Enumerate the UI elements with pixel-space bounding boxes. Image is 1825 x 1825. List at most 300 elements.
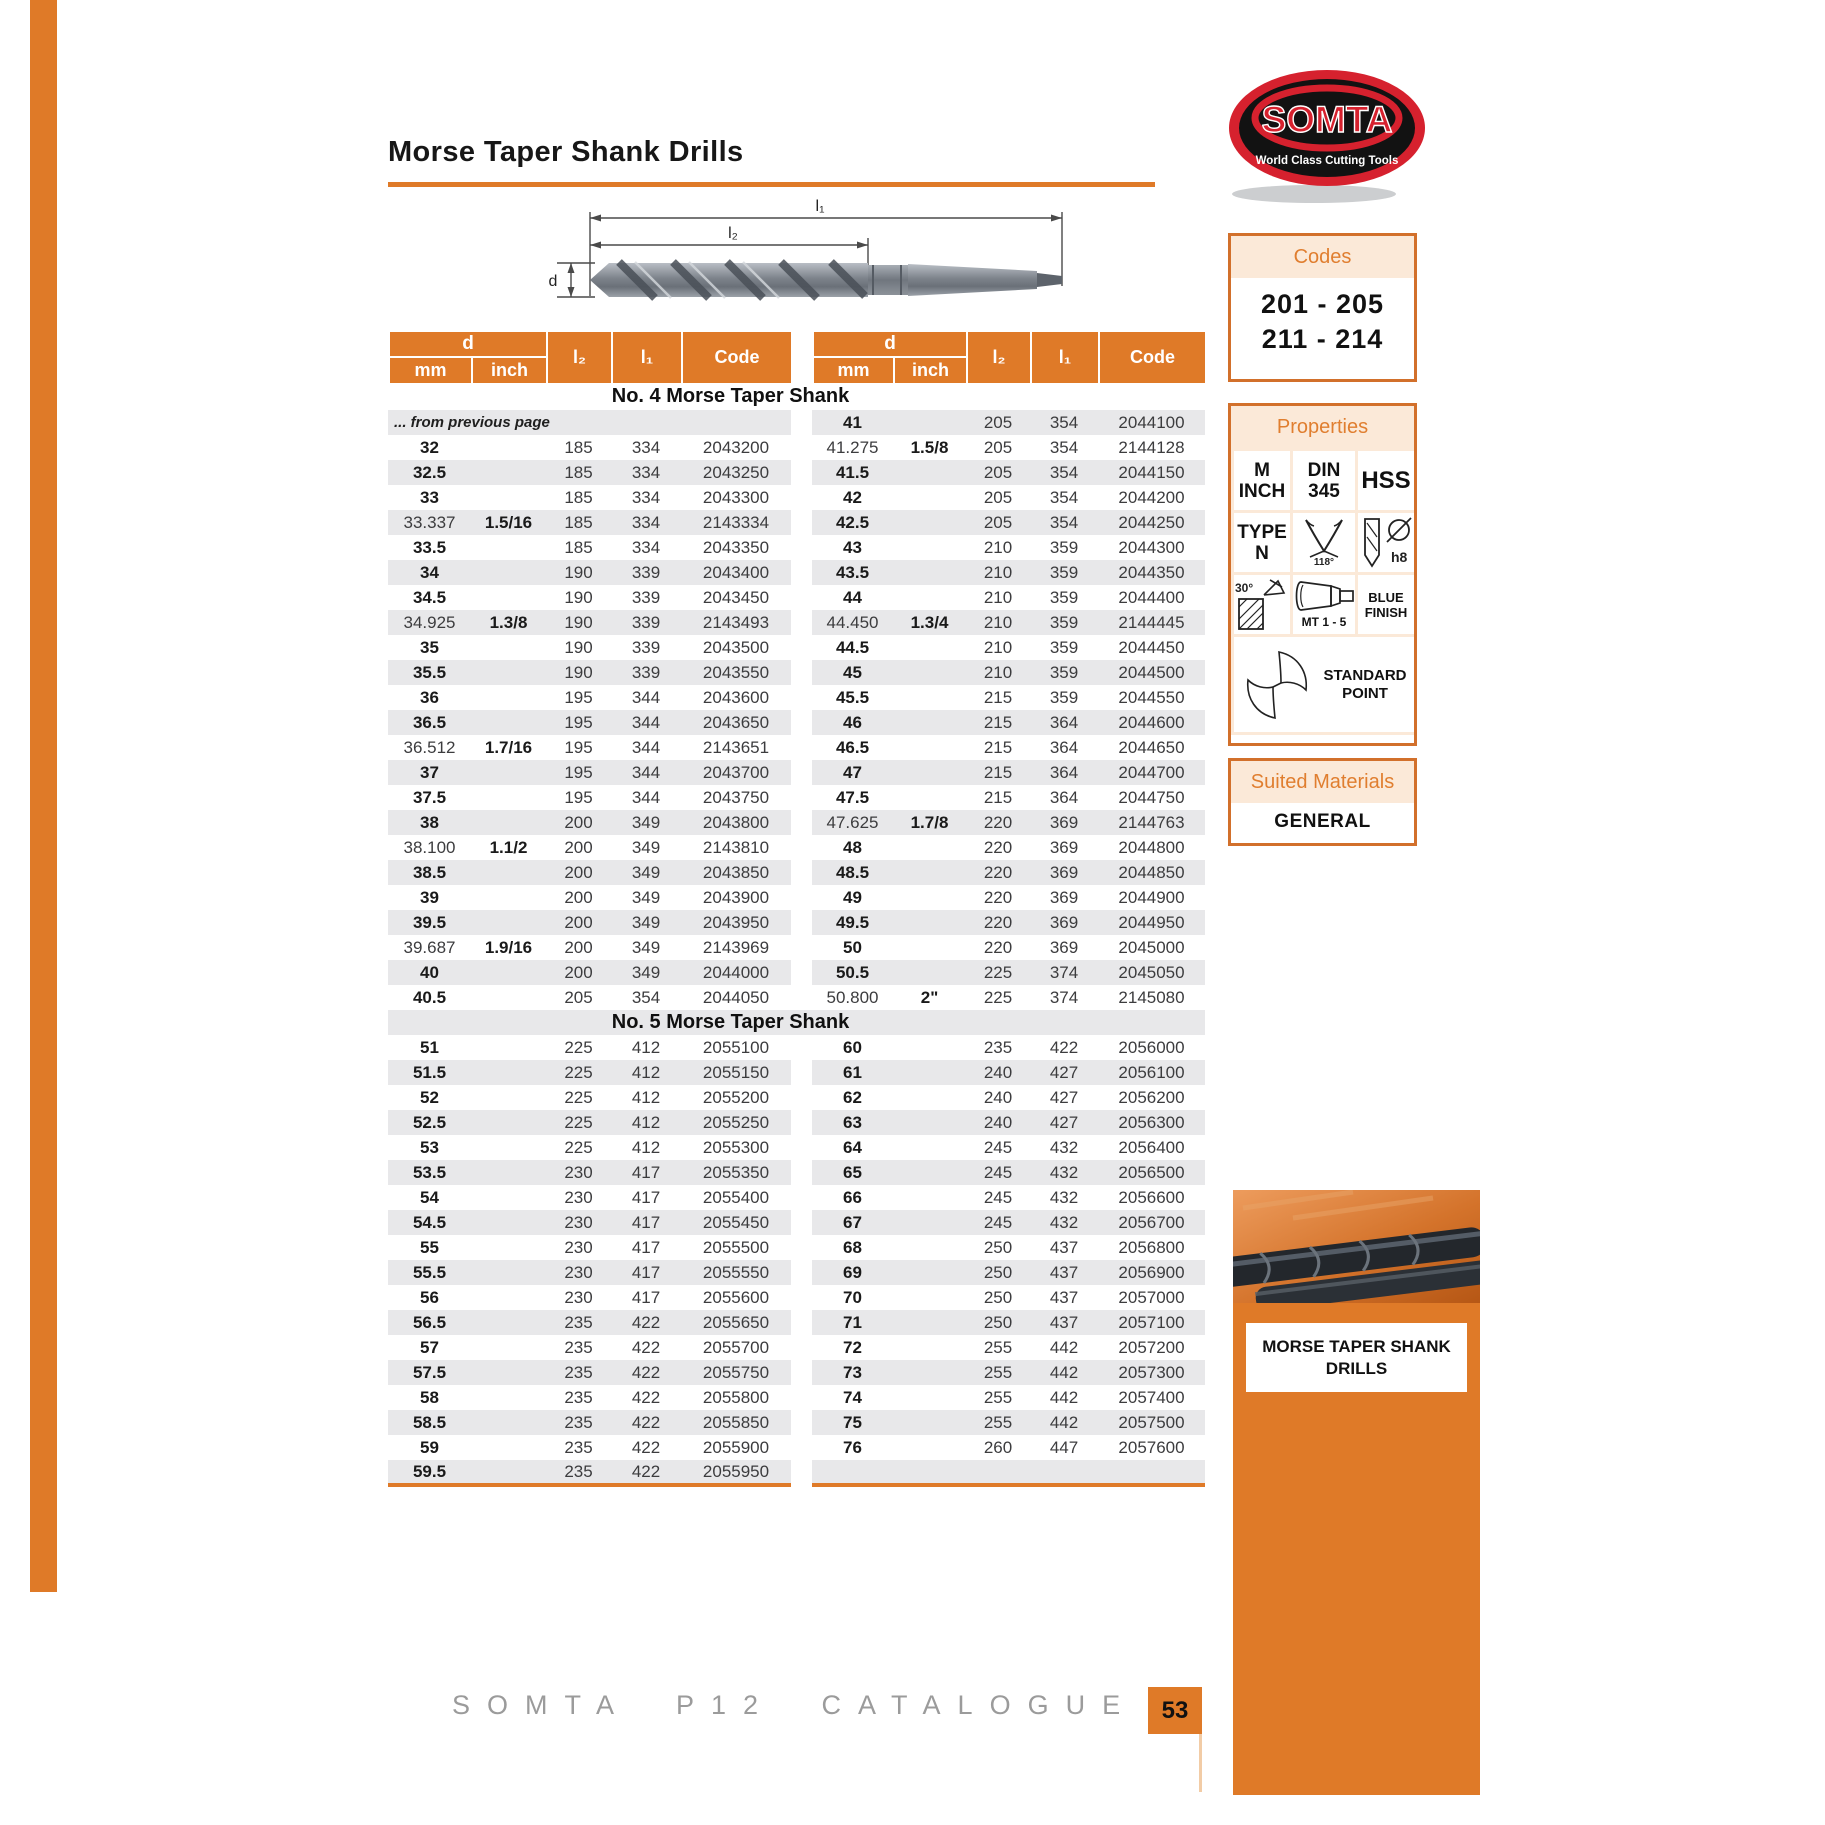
cell-code: 2145080	[1118, 987, 1185, 1007]
cell-l2: 235	[983, 1037, 1013, 1057]
cell-l1: 369	[1030, 910, 1098, 935]
cell-l1: 364	[1049, 737, 1079, 757]
table-row	[388, 785, 791, 810]
cell-inch	[893, 1085, 966, 1110]
cell-mm: 44	[843, 587, 862, 607]
cell-mm: 61	[812, 1060, 893, 1085]
cell-mm: 33.5	[412, 537, 447, 557]
cell-code: 2144763	[1098, 810, 1205, 835]
cell-mm: 57	[420, 1337, 439, 1357]
cell-inch	[893, 660, 966, 685]
table-row	[812, 1060, 1205, 1085]
cell-l2: 255	[983, 1387, 1013, 1407]
cell-l2: 245	[983, 1187, 1013, 1207]
table-row	[388, 710, 791, 735]
cell-inch	[893, 935, 966, 960]
header-code: Code	[682, 331, 792, 384]
cell-inch: 1.7/8	[893, 810, 966, 835]
table-row	[388, 610, 791, 635]
table-row	[812, 660, 1205, 685]
table-row	[812, 710, 1205, 735]
table-row	[388, 410, 791, 435]
cell-l1: 349	[611, 810, 681, 835]
cell-l2: 230	[564, 1287, 593, 1307]
cell-l2: 185	[564, 487, 593, 507]
cell-inch	[893, 760, 966, 785]
cell-mm: 72	[843, 1337, 862, 1357]
cell-code: 2043800	[681, 810, 791, 835]
cell-l1: 417	[631, 1287, 661, 1307]
table-row	[812, 485, 1205, 510]
cell-code: 2044950	[1098, 910, 1205, 935]
header-d: d	[389, 331, 547, 357]
cell-l2: 235	[546, 1360, 611, 1385]
table-row	[812, 1385, 1205, 1410]
cell-mm: 41	[812, 410, 893, 435]
cell-code: 2055250	[681, 1110, 791, 1135]
cell-inch	[471, 885, 546, 910]
cell-l2: 200	[546, 910, 611, 935]
table-row	[812, 1110, 1205, 1135]
cell-mm: 64	[843, 1137, 862, 1157]
property-blue-finish: BLUE FINISH	[1358, 575, 1414, 634]
cell-l1: 442	[1030, 1410, 1098, 1435]
table-row	[812, 1035, 1205, 1060]
cell-l1: 427	[1030, 1060, 1098, 1085]
cell-mm: 73	[812, 1360, 893, 1385]
cell-l2: 250	[966, 1260, 1030, 1285]
svg-text:30°: 30°	[1235, 580, 1254, 595]
table-row	[812, 960, 1205, 985]
h8-tolerance-icon	[1358, 517, 1414, 569]
cell-l2: 245	[983, 1137, 1013, 1157]
table-row	[388, 1335, 791, 1360]
cell-l1: 442	[1030, 1360, 1098, 1385]
cell-mm: 41.275	[826, 437, 879, 457]
cell-l2: 235	[564, 1387, 593, 1407]
cell-code: 2055600	[702, 1287, 770, 1307]
cell-inch	[893, 910, 966, 935]
cell-l1: 349	[611, 910, 681, 935]
cell-l1: 344	[631, 787, 661, 807]
table-row	[812, 410, 1205, 435]
cell-mm: 57.5	[388, 1360, 471, 1385]
table-row	[812, 1435, 1205, 1460]
cell-inch	[471, 1285, 546, 1310]
cell-inch	[471, 560, 546, 585]
cell-code: 2044300	[1118, 537, 1185, 557]
cell-l1: 359	[1030, 660, 1098, 685]
property-standard-point: STANDARD POINT	[1234, 637, 1414, 732]
cell-inch	[893, 1310, 966, 1335]
cell-inch	[893, 1110, 966, 1135]
cell-inch	[893, 860, 966, 885]
cell-l2: 230	[546, 1160, 611, 1185]
cell-code: 2044500	[1098, 660, 1205, 685]
dim-d	[549, 263, 575, 297]
cell-mm: 44.450	[812, 610, 893, 635]
table-row	[388, 1060, 791, 1085]
cell-l2: 205	[983, 487, 1013, 507]
cell-l1: 417	[631, 1237, 661, 1257]
header-mm: mm	[813, 357, 894, 384]
cell-inch	[893, 710, 966, 735]
cell-inch	[471, 685, 546, 710]
table-row	[388, 910, 791, 935]
cell-l1: 437	[1030, 1310, 1098, 1335]
cell-l2: 220	[983, 937, 1013, 957]
cell-l2: 230	[546, 1210, 611, 1235]
cell-l2: 195	[564, 687, 593, 707]
cell-code: 2044600	[1098, 710, 1205, 735]
cell-code: 2057500	[1098, 1410, 1205, 1435]
table-row	[388, 535, 791, 560]
cell-l1: 437	[1049, 1237, 1079, 1257]
cell-code: 2056700	[1098, 1210, 1205, 1235]
cell-mm: 55.5	[388, 1260, 471, 1285]
cell-l1: 422	[631, 1437, 661, 1457]
cell-mm: 36.512	[403, 737, 456, 757]
cell-mm: 40	[388, 960, 471, 985]
cell-l1: 412	[631, 1087, 661, 1107]
table-row	[812, 1285, 1205, 1310]
table-row	[388, 835, 791, 860]
cell-code: 2057300	[1098, 1360, 1205, 1385]
cell-inch	[471, 1410, 546, 1435]
cell-mm: 37.5	[412, 787, 447, 807]
cell-inch: 1.5/8	[910, 437, 949, 457]
cell-inch	[471, 1335, 546, 1360]
cell-code: 2044850	[1098, 860, 1205, 885]
cell-l2: 210	[966, 610, 1030, 635]
cell-code: 2055650	[681, 1310, 791, 1335]
cell-mm: 50.5	[812, 960, 893, 985]
cell-l2: 255	[966, 1410, 1030, 1435]
section-label-no4: No. 4 Morse Taper Shank	[388, 383, 1205, 410]
cell-l2: 235	[546, 1310, 611, 1335]
cell-l2: 210	[966, 660, 1030, 685]
cell-l2: 220	[966, 860, 1030, 885]
cell-l2: 225	[983, 987, 1013, 1007]
cell-code: 2144445	[1098, 610, 1205, 635]
cell-l2: 260	[983, 1437, 1013, 1457]
cell-l1: 354	[631, 987, 661, 1007]
cell-l1: 412	[611, 1060, 681, 1085]
cell-inch	[893, 560, 966, 585]
cell-l1: 339	[611, 660, 681, 685]
cell-code: 2056400	[1118, 1137, 1185, 1157]
header-code: Code	[1099, 331, 1206, 384]
cell-mm: 38	[388, 810, 471, 835]
cell-code: 2055500	[702, 1237, 770, 1257]
cell-mm: 58.5	[388, 1410, 471, 1435]
cell-mm: 56	[420, 1287, 439, 1307]
cell-l2: 225	[966, 960, 1030, 985]
cell-code: 2043950	[681, 910, 791, 935]
property-helix-30	[1234, 575, 1290, 634]
cell-code: 2044250	[1098, 510, 1205, 535]
cell-code: 2057600	[1118, 1437, 1185, 1457]
cell-l1: 422	[1049, 1037, 1079, 1057]
cell-inch	[471, 1260, 546, 1285]
cell-mm: 46.5	[835, 737, 870, 757]
cell-l1: 417	[631, 1187, 661, 1207]
cell-l1: 339	[611, 560, 681, 585]
dim-d-label: d	[548, 273, 558, 290]
table-no4-right	[812, 410, 1205, 1010]
cell-code: 2055150	[681, 1060, 791, 1085]
cell-inch	[893, 635, 966, 660]
cell-mm: 46	[812, 710, 893, 735]
table-row	[388, 985, 791, 1010]
cell-code: 2043500	[702, 637, 770, 657]
cell-mm: 68	[843, 1237, 862, 1257]
table-row	[812, 1085, 1205, 1110]
cell-code: 2043900	[702, 887, 770, 907]
table-row	[388, 1435, 791, 1460]
cell-code: 2057000	[1118, 1287, 1185, 1307]
cell-mm: 53.5	[388, 1160, 471, 1185]
cell-code: 2044750	[1118, 787, 1185, 807]
table-row	[388, 1235, 791, 1260]
cell-l1: 369	[1030, 860, 1098, 885]
cell-l2: 185	[564, 537, 593, 557]
cell-code: 2043450	[702, 587, 770, 607]
table-row	[812, 1460, 1205, 1485]
cell-code: 2044700	[1098, 760, 1205, 785]
cell-l1: 349	[631, 837, 661, 857]
cell-inch	[893, 1135, 966, 1160]
cell-l1: 422	[631, 1337, 661, 1357]
cell-l1: 369	[1049, 887, 1079, 907]
cell-l1: 354	[1030, 510, 1098, 535]
table-row	[812, 1185, 1205, 1210]
cell-code: 2055800	[702, 1387, 770, 1407]
table-row	[388, 435, 791, 460]
cell-code: 2055900	[702, 1437, 770, 1457]
cell-inch	[893, 1235, 966, 1260]
cell-l1: 364	[1030, 760, 1098, 785]
table-row	[812, 1235, 1205, 1260]
svg-text:h8: h8	[1391, 548, 1408, 565]
cell-code: 2044200	[1118, 487, 1185, 507]
cell-l1: 344	[631, 687, 661, 707]
cell-l1: 344	[631, 737, 661, 757]
cell-inch	[471, 1210, 546, 1235]
cell-code: 2044350	[1098, 560, 1205, 585]
cell-mm: 42	[843, 487, 862, 507]
cell-l1: 339	[611, 610, 681, 635]
cell-l2: 210	[983, 537, 1013, 557]
cell-l2: 235	[564, 1337, 593, 1357]
cell-inch	[893, 685, 966, 710]
cell-l2: 215	[983, 737, 1013, 757]
cell-inch	[893, 1060, 966, 1085]
cell-l2: 250	[966, 1310, 1030, 1335]
codes-box	[1228, 233, 1417, 382]
cell-inch	[893, 410, 966, 435]
table-row	[812, 910, 1205, 935]
table-row	[388, 1460, 791, 1485]
cell-inch	[471, 585, 546, 610]
cell-mm: 39.5	[388, 910, 471, 935]
cell-code: 2055100	[702, 1037, 770, 1057]
codes-range-2: 211 - 214	[1261, 324, 1384, 354]
table-row	[388, 1260, 791, 1285]
cell-code: 2044400	[1118, 587, 1185, 607]
cell-l1: 432	[1049, 1187, 1079, 1207]
cell-l2: 200	[564, 937, 593, 957]
table-row	[812, 1210, 1205, 1235]
cell-l1: 354	[1030, 460, 1098, 485]
cell-mm: 38.5	[388, 860, 471, 885]
cell-l2: 220	[983, 837, 1013, 857]
cell-l2: 225	[564, 1137, 593, 1157]
cell-l1: 334	[631, 437, 661, 457]
cell-l2: 190	[564, 637, 593, 657]
cell-l2: 225	[546, 1110, 611, 1135]
cell-mm	[812, 1460, 893, 1485]
cell-inch	[893, 585, 966, 610]
section-label-no5: No. 5 Morse Taper Shank	[388, 1010, 1205, 1035]
cell-code: 2043750	[702, 787, 770, 807]
table-row	[388, 585, 791, 610]
table-row	[812, 1360, 1205, 1385]
cell-l1: 339	[631, 587, 661, 607]
table-row	[388, 1110, 791, 1135]
page-badge-tail-line	[1199, 1734, 1202, 1792]
table-row	[812, 1310, 1205, 1335]
cell-l1	[1030, 1460, 1098, 1485]
cell-l1: 359	[1049, 687, 1079, 707]
cell-mm: 47.5	[835, 787, 870, 807]
cell-mm: 49.5	[812, 910, 893, 935]
cell-l1: 364	[1049, 787, 1079, 807]
cell-mm: 39	[420, 887, 439, 907]
cell-inch	[471, 485, 546, 510]
cell-l2: 235	[546, 1410, 611, 1435]
title-underline	[388, 182, 1155, 187]
cell-l1: 432	[1049, 1137, 1079, 1157]
left-accent-bar	[30, 0, 57, 1592]
cell-code: 2143810	[702, 837, 770, 857]
cell-inch	[471, 1160, 546, 1185]
table-row	[388, 960, 791, 985]
cell-l2: 225	[564, 1087, 593, 1107]
cell-mm: 36.5	[388, 710, 471, 735]
cell-mm: 51	[420, 1037, 439, 1057]
cell-l2: 200	[546, 860, 611, 885]
table-row	[388, 1135, 791, 1160]
cell-code: 2056500	[1098, 1160, 1205, 1185]
cell-code: 2043250	[681, 460, 791, 485]
codes-box-title: Codes	[1231, 236, 1414, 278]
cell-l1: 422	[611, 1410, 681, 1435]
cell-l1: 359	[1049, 587, 1079, 607]
cell-inch: 1.7/16	[484, 737, 533, 757]
cell-mm: 54	[420, 1187, 439, 1207]
cell-mm: 48	[843, 837, 862, 857]
cell-code: 2143334	[681, 510, 791, 535]
dim-l2-label: l₂	[728, 225, 738, 242]
cell-mm: 63	[812, 1110, 893, 1135]
cell-mm: 52.5	[388, 1110, 471, 1135]
property-type-n: TYPE N	[1234, 513, 1290, 572]
header-l2: l₂	[547, 331, 612, 384]
table-row	[812, 560, 1205, 585]
cell-inch	[471, 1310, 546, 1335]
cell-l2: 210	[983, 637, 1013, 657]
cell-code: 2043200	[702, 437, 770, 457]
cell-l1: 447	[1049, 1437, 1079, 1457]
cell-code: 2056100	[1098, 1060, 1205, 1085]
cell-inch	[471, 460, 546, 485]
header-inch: inch	[472, 357, 547, 384]
cell-code: 2055350	[681, 1160, 791, 1185]
cell-code: 2044150	[1098, 460, 1205, 485]
cell-l1: 422	[611, 1360, 681, 1385]
cell-inch: 1.1/2	[489, 837, 528, 857]
cell-l2: 250	[983, 1287, 1013, 1307]
cell-inch	[893, 535, 966, 560]
logo-tagline: World Class Cutting Tools	[1255, 155, 1399, 167]
cell-l1: 427	[1030, 1110, 1098, 1135]
dim-l2	[590, 225, 868, 249]
cell-l1: 349	[631, 937, 661, 957]
cell-inch	[471, 1110, 546, 1135]
cell-mm: 35	[420, 637, 439, 657]
table-row	[388, 1410, 791, 1435]
cell-code: 2044450	[1118, 637, 1185, 657]
cell-l2: 200	[564, 837, 593, 857]
suited-materials-box	[1228, 758, 1417, 846]
header-l1: l₁	[612, 331, 682, 384]
cell-code: 2044000	[681, 960, 791, 985]
table-row	[388, 1310, 791, 1335]
table-row	[388, 1210, 791, 1235]
cell-l2: 225	[546, 1060, 611, 1085]
cell-mm: 41.5	[812, 460, 893, 485]
cell-l2: 230	[564, 1187, 593, 1207]
cell-l2: 190	[564, 587, 593, 607]
cell-l1: 437	[1030, 1260, 1098, 1285]
svg-text:118°: 118°	[1313, 556, 1335, 568]
cell-l1: 412	[631, 1037, 661, 1057]
cell-inch	[893, 960, 966, 985]
table-row	[812, 860, 1205, 885]
table-row	[812, 460, 1205, 485]
table-row	[812, 735, 1205, 760]
cell-l2: 185	[564, 437, 593, 457]
property-morse-taper: MT 1 - 5	[1293, 575, 1355, 634]
drill-product-photo	[1233, 1190, 1480, 1303]
cell-code: 2043700	[681, 760, 791, 785]
cell-l2: 240	[966, 1060, 1030, 1085]
cell-inch	[471, 1360, 546, 1385]
cell-inch: 1.3/8	[471, 610, 546, 635]
cell-inch	[471, 1035, 546, 1060]
cell-l1: 359	[1049, 537, 1079, 557]
cell-l2: 235	[546, 1460, 611, 1485]
cell-l2: 195	[546, 760, 611, 785]
cell-l1: 334	[611, 460, 681, 485]
cell-l2: 220	[983, 887, 1013, 907]
cell-l1: 412	[611, 1110, 681, 1135]
cell-inch	[893, 510, 966, 535]
header-l2: l₂	[967, 331, 1031, 384]
cell-l2: 190	[546, 660, 611, 685]
table-row	[812, 1260, 1205, 1285]
